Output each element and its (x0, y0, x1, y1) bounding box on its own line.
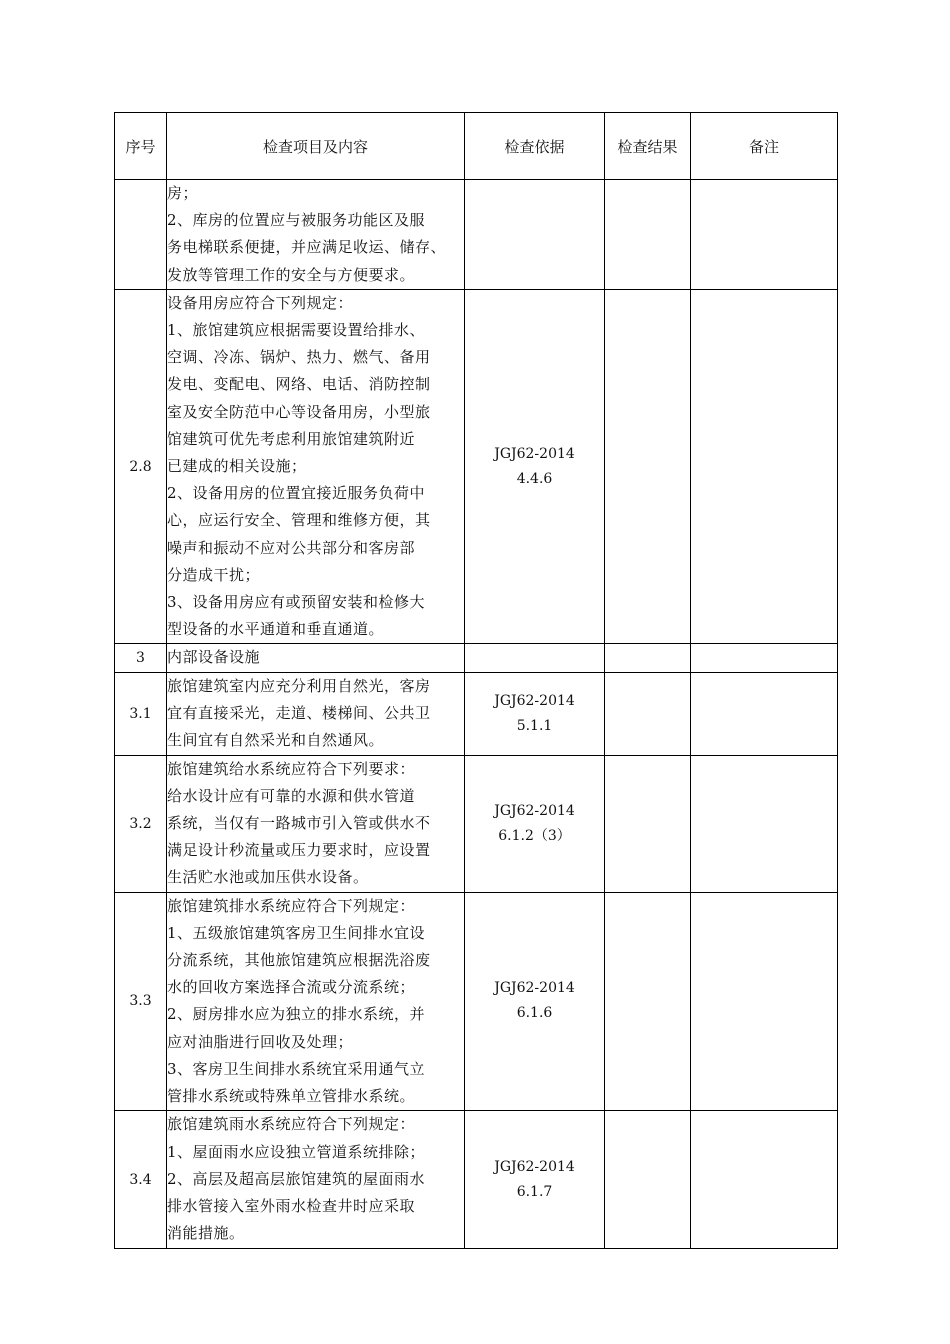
content-line: 发电、变配电、网络、电话、消防控制 (167, 375, 431, 394)
header-basis: 检查依据 (465, 113, 605, 180)
row-result-cell (605, 755, 691, 892)
row-remark-cell (691, 1111, 838, 1249)
row-remark-cell (691, 755, 838, 892)
row-seq: 3.2 (115, 755, 167, 892)
row-result-cell (605, 289, 691, 644)
row-result-cell (605, 672, 691, 755)
content-line: 排水管接入室外雨水检查井时应采取 (167, 1196, 416, 1215)
content-line: 宜有直接采光，走道、楼梯间、公共卫 (167, 703, 431, 722)
content-line: 馆建筑可优先考虑利用旅馆建筑附近 (167, 429, 416, 448)
row-seq: 3.3 (115, 892, 167, 1111)
content-line: 分流系统，其他旅馆建筑应根据洗浴废 (167, 951, 431, 970)
content-line: 3、客房卫生间排水系统宜采用通气立 (167, 1059, 426, 1078)
basis-line: 6.1.7 (516, 1183, 553, 1200)
content-line: 2、高层及超高层旅馆建筑的屋面雨水 (167, 1169, 426, 1188)
content-line: 2、设备用房的位置宜接近服务负荷中 (167, 484, 426, 503)
content-line: 设备用房应符合下列规定： (167, 293, 354, 312)
row-basis (465, 892, 605, 1111)
basis-line: JGJ62-2014 (494, 1158, 575, 1175)
content-line: 1、旅馆建筑应根据需要设置给排水、 (167, 321, 426, 340)
row-seq: 3.4 (115, 1111, 167, 1249)
content-line: 管排水系统或特殊单立管排水系统。 (167, 1087, 416, 1106)
content-line: 生间宜有自然采光和自然通风。 (167, 731, 385, 750)
content-line: 发放等管理工作的安全与方便要求。 (167, 265, 416, 284)
row-content (167, 180, 465, 290)
content-line: 心，应运行安全、管理和维修方便，其 (167, 511, 431, 530)
table-row (115, 755, 838, 892)
content-line: 务电梯联系便捷，并应满足收运、储存、 (167, 238, 447, 257)
content-line: 噪声和振动不应对公共部分和客房部 (167, 538, 416, 557)
content-line: 水的回收方案选择合流或分流系统； (167, 978, 416, 997)
row-basis (465, 755, 605, 892)
table-row (115, 892, 838, 1111)
header-row (115, 113, 838, 180)
row-content (167, 672, 465, 755)
content-line: 2、厨房排水应为独立的排水系统，并 (167, 1005, 426, 1024)
row-content (167, 755, 465, 892)
content-line: 1、屋面雨水应设独立管道系统排除； (167, 1142, 426, 1161)
row-result-cell (605, 1111, 691, 1249)
content-line: 满足设计秒流量或压力要求时，应设置 (167, 841, 431, 860)
content-line: 系统，当仅有一路城市引入管或供水不 (167, 814, 431, 833)
inspection-table (114, 112, 838, 1249)
content-line: 房； (167, 184, 199, 202)
content-line: 旅馆建筑雨水系统应符合下列规定： (167, 1115, 416, 1134)
row-remark-cell (691, 180, 838, 290)
basis-line: 6.1.6 (516, 1005, 553, 1022)
header-seq: 序号 (115, 113, 167, 180)
row-remark-cell (691, 289, 838, 644)
content-line: 已建成的相关设施； (167, 457, 307, 476)
row-result-cell (605, 180, 691, 290)
content-line: 给水设计应有可靠的水源和供水管道 (167, 786, 416, 805)
header-result: 检查结果 (605, 113, 691, 180)
content-line: 型设备的水平通道和垂直通道。 (167, 620, 385, 639)
basis-line: JGJ62-2014 (494, 445, 575, 462)
row-basis (465, 289, 605, 644)
content-line: 旅馆建筑排水系统应符合下列规定： (167, 896, 416, 915)
content-line: 2、库房的位置应与被服务功能区及服 (167, 211, 426, 230)
header-item: 检查项目及内容 (167, 113, 465, 180)
row-content (167, 1111, 465, 1249)
table-row (115, 180, 838, 290)
row-basis (465, 644, 605, 672)
row-remark-cell (691, 644, 838, 672)
content-line: 消能措施。 (167, 1224, 245, 1243)
row-result-cell (605, 644, 691, 672)
header-remark: 备注 (691, 113, 838, 180)
content-line: 分造成干扰； (167, 565, 261, 584)
basis-line: JGJ62-2014 (494, 980, 575, 997)
table-body (115, 180, 838, 1249)
row-seq: 2.8 (115, 289, 167, 644)
content-line: 3、设备用房应有或预留安装和检修大 (167, 593, 426, 612)
row-remark-cell (691, 892, 838, 1111)
basis-line: 6.1.2（3） (498, 827, 571, 844)
row-content (167, 289, 465, 644)
table-row (115, 644, 838, 672)
content-line: 旅馆建筑室内应充分利用自然光，客房 (167, 676, 431, 695)
content-line: 1、五级旅馆建筑客房卫生间排水宜设 (167, 923, 426, 942)
row-basis (465, 1111, 605, 1249)
row-seq (115, 180, 167, 290)
table-row (115, 1111, 838, 1249)
content-line: 空调、冷冻、锅炉、热力、燃气、备用 (167, 348, 431, 367)
basis-line: JGJ62-2014 (494, 692, 575, 709)
basis-line: JGJ62-2014 (494, 802, 575, 819)
table-row (115, 672, 838, 755)
row-basis (465, 180, 605, 290)
row-seq: 3 (115, 644, 167, 672)
content-line: 生活贮水池或加压供水设备。 (167, 868, 369, 887)
content-line: 应对油脂进行回收及处理； (167, 1032, 354, 1051)
content-line: 内部设备设施 (167, 648, 261, 667)
row-basis (465, 672, 605, 755)
row-content (167, 892, 465, 1111)
row-seq: 3.1 (115, 672, 167, 755)
basis-line: 5.1.1 (516, 717, 553, 734)
row-content (167, 644, 465, 672)
row-remark-cell (691, 672, 838, 755)
basis-line: 4.4.6 (516, 470, 553, 487)
content-line: 室及安全防范中心等设备用房，小型旅 (167, 402, 431, 421)
content-line: 旅馆建筑给水系统应符合下列要求： (167, 759, 416, 778)
row-result-cell (605, 892, 691, 1111)
table-row (115, 289, 838, 644)
